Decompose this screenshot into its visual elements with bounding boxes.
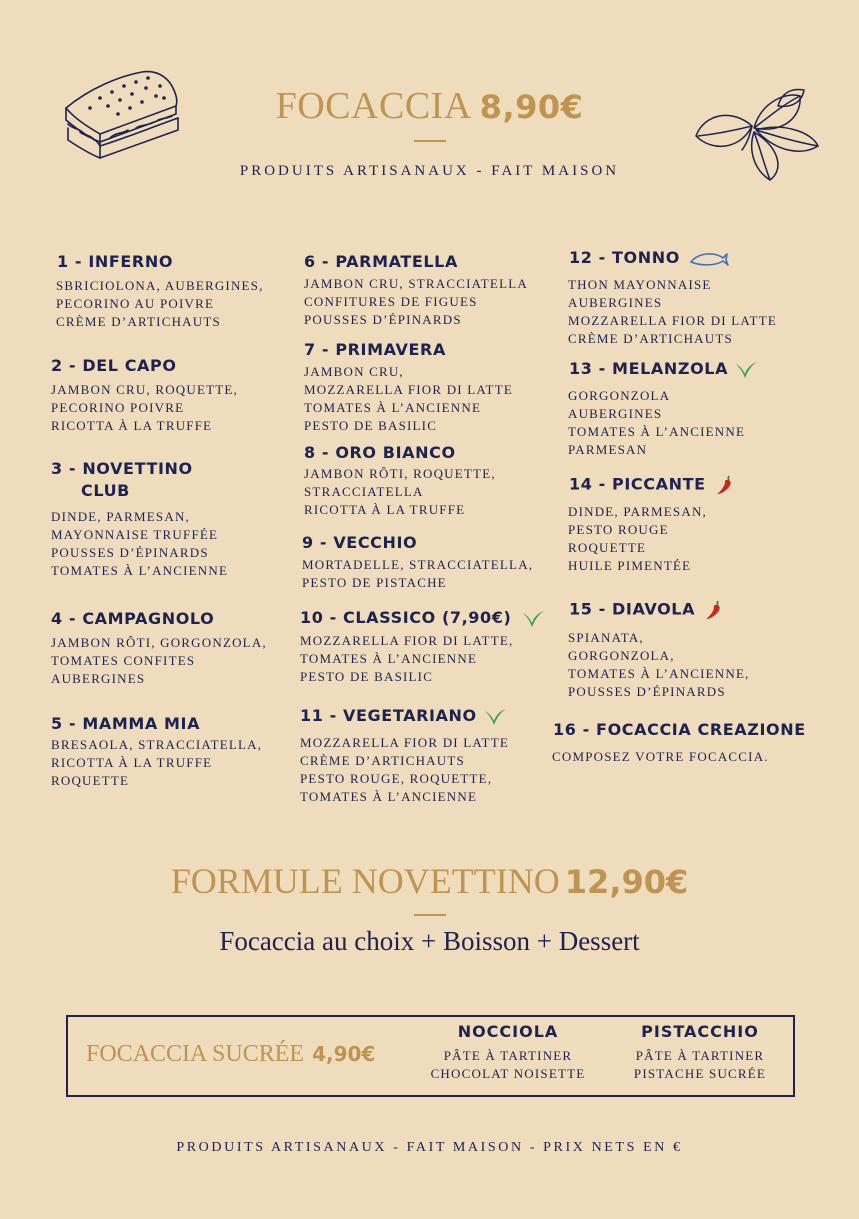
item-15-title bbox=[569, 599, 724, 621]
item-desc-line: ROQUETTE bbox=[51, 773, 130, 788]
item-9-title: 9 - VECCHIO bbox=[302, 533, 418, 552]
item-desc-line: TOMATES À L’ANCIENNE bbox=[51, 563, 229, 578]
item-desc-line: THON MAYONNAISE bbox=[568, 277, 712, 292]
item-desc-line: RICOTTA À LA TRUFFE bbox=[51, 418, 213, 433]
item-desc-line: PISTACHE SUCRÉE bbox=[633, 1066, 767, 1081]
item-desc-line: GORGONZOLA bbox=[568, 388, 671, 403]
item-desc-line: MOZZARELLA FIOR DI LATTE bbox=[300, 735, 509, 750]
item-desc-line: DINDE, PARMESAN, bbox=[51, 509, 190, 524]
item-8-title: 8 - ORO BIANCO bbox=[304, 443, 456, 462]
item-6-desc bbox=[304, 275, 528, 329]
item-desc-line: PARMESAN bbox=[568, 442, 648, 457]
chili-icon bbox=[715, 474, 735, 496]
item-5-title: 5 - MAMMA MIA bbox=[51, 714, 201, 733]
item-desc-line: PECORINO POIVRE bbox=[51, 400, 185, 415]
item-12-title-text: 12 - TONNO bbox=[569, 248, 680, 267]
item-desc-line: GORGONZOLA, bbox=[568, 648, 675, 663]
item-desc-line: ROQUETTE bbox=[568, 540, 647, 555]
title-price: 8,90€ bbox=[479, 88, 584, 126]
item-desc-line: DINDE, PARMESAN, bbox=[568, 504, 707, 519]
item-desc-line: PESTO ROUGE, ROQUETTE, bbox=[300, 771, 493, 786]
item-13-title-text: 13 - MELANZOLA bbox=[569, 359, 729, 378]
item-desc-line: PESTO ROUGE bbox=[568, 522, 669, 537]
item-16-title: 16 - FOCACCIA CREAZIONE bbox=[553, 720, 806, 739]
item-desc-line: TOMATES CONFITES bbox=[51, 653, 196, 668]
item-12-title bbox=[569, 248, 729, 268]
item-desc-line: CHOCOLAT NOISETTE bbox=[430, 1066, 586, 1081]
page-footer: PRODUITS ARTISANAUX - FAIT MAISON - PRIX NETS EN € bbox=[176, 1140, 683, 1155]
item-11-title bbox=[300, 706, 507, 727]
item-desc-line: PÂTE À TARTINER bbox=[443, 1048, 573, 1063]
item-desc-line: CRÈME D’ARTICHAUTS bbox=[568, 331, 733, 346]
item-desc-line: JAMBON CRU, STRACCIATELLA bbox=[304, 276, 528, 291]
title-text: FOCACCIA bbox=[275, 85, 470, 127]
item-desc-line: MORTADELLE, STRACCIATELLA, bbox=[302, 557, 534, 572]
item-10-title bbox=[300, 608, 545, 629]
item-desc-line: JAMBON RÔTI, ROQUETTE, bbox=[304, 466, 496, 481]
sucree-heading bbox=[86, 1041, 375, 1068]
item-10-title-text: 10 - CLASSICO (7,90€) bbox=[300, 608, 512, 627]
leaf-icon bbox=[734, 360, 758, 380]
item-desc-line: RICOTTA À LA TRUFFE bbox=[304, 502, 466, 517]
item-3-title: 3 - NOVETTINO bbox=[51, 459, 193, 478]
item-5-desc bbox=[51, 736, 262, 790]
item-desc-line: AUBERGINES bbox=[568, 406, 663, 421]
fish-icon bbox=[689, 250, 729, 268]
item-9-desc bbox=[302, 556, 533, 592]
item-desc-line: SBRICIOLONA, AUBERGINES, bbox=[56, 278, 264, 293]
item-10-desc bbox=[300, 632, 513, 686]
item-desc-line: CRÈME D’ARTICHAUTS bbox=[300, 753, 465, 768]
item-desc-line: CRÈME D’ARTICHAUTS bbox=[56, 314, 221, 329]
sucree-option-desc bbox=[418, 1047, 598, 1083]
leaf-icon bbox=[483, 707, 507, 727]
item-desc-line: TOMATES À L’ANCIENNE, bbox=[568, 666, 750, 681]
item-16-desc bbox=[552, 748, 769, 766]
item-desc-line: TOMATES À L’ANCIENNE bbox=[304, 400, 482, 415]
title-rule bbox=[414, 140, 446, 142]
leaf-icon bbox=[521, 609, 545, 629]
item-desc-line: POUSSES D’ÉPINARDS bbox=[304, 312, 462, 327]
formule-rule bbox=[414, 914, 446, 916]
item-7-title: 7 - PRIMAVERA bbox=[304, 340, 446, 359]
item-desc-line: TOMATES À L’ANCIENNE bbox=[300, 789, 478, 804]
sucree-option-pistacchio bbox=[610, 1022, 790, 1083]
formule-section bbox=[0, 860, 859, 957]
item-6-title: 6 - PARMATELLA bbox=[304, 252, 458, 271]
item-desc-line: COMPOSEZ VOTRE FOCACCIA. bbox=[552, 749, 769, 764]
sucree-label: FOCACCIA SUCRÉE bbox=[86, 1041, 305, 1067]
item-desc-line: HUILE PIMENTÉE bbox=[568, 558, 692, 573]
item-desc-line: TOMATES À L’ANCIENNE bbox=[568, 424, 746, 439]
page-title bbox=[0, 84, 859, 128]
item-12-desc bbox=[568, 276, 777, 348]
sucree-option-desc bbox=[610, 1047, 790, 1083]
item-1-title: 1 - INFERNO bbox=[57, 252, 174, 271]
page-subtitle: PRODUITS ARTISANAUX - FAIT MAISON bbox=[239, 163, 620, 179]
item-3-title-line2: CLUB bbox=[81, 481, 130, 500]
item-desc-line: MOZZARELLA FIOR DI LATTE, bbox=[300, 633, 514, 648]
item-desc-line: TOMATES À L’ANCIENNE bbox=[300, 651, 478, 666]
item-desc-line: PECORINO AU POIVRE bbox=[56, 296, 215, 311]
item-15-title-text: 15 - DIAVOLA bbox=[569, 599, 696, 619]
item-4-title: 4 - CAMPAGNOLO bbox=[51, 609, 215, 628]
page-header bbox=[0, 84, 859, 142]
item-11-desc bbox=[300, 734, 509, 806]
item-desc-line: MOZZARELLA FIOR DI LATTE bbox=[304, 382, 513, 397]
item-desc-line: AUBERGINES bbox=[51, 671, 146, 686]
item-desc-line: RICOTTA À LA TRUFFE bbox=[51, 755, 213, 770]
item-14-desc bbox=[568, 503, 707, 575]
formule-heading bbox=[0, 860, 859, 902]
item-1-desc bbox=[56, 277, 264, 331]
item-8-desc bbox=[304, 465, 496, 519]
item-desc-line: JAMBON CRU, ROQUETTE, bbox=[51, 382, 238, 397]
item-desc-line: MAYONNAISE TRUFFÉE bbox=[51, 527, 219, 542]
item-desc-line: JAMBON CRU, bbox=[304, 364, 404, 379]
item-desc-line: PÂTE À TARTINER bbox=[635, 1048, 765, 1063]
formule-title: FORMULE NOVETTINO bbox=[170, 861, 560, 901]
item-4-desc bbox=[51, 634, 267, 688]
item-desc-line: CONFITURES DE FIGUES bbox=[304, 294, 478, 309]
item-2-title: 2 - DEL CAPO bbox=[51, 356, 177, 375]
item-13-desc bbox=[568, 387, 745, 459]
item-desc-line: POUSSES D’ÉPINARDS bbox=[568, 684, 726, 699]
sucree-option-title: PISTACCHIO bbox=[641, 1022, 759, 1041]
item-desc-line: JAMBON RÔTI, GORGONZOLA, bbox=[51, 635, 267, 650]
formule-subtitle: Focaccia au choix + Boisson + Dessert bbox=[219, 926, 640, 956]
item-desc-line: MOZZARELLA FIOR DI LATTE bbox=[568, 313, 777, 328]
item-7-desc bbox=[304, 363, 513, 435]
item-15-desc bbox=[568, 629, 750, 701]
item-desc-line: POUSSES D’ÉPINARDS bbox=[51, 545, 209, 560]
item-11-title-text: 11 - VEGETARIANO bbox=[300, 706, 477, 725]
sucree-price: 4,90€ bbox=[312, 1042, 376, 1066]
item-2-desc bbox=[51, 381, 238, 435]
item-desc-line: SPIANATA, bbox=[568, 630, 644, 645]
item-desc-line: BRESAOLA, STRACCIATELLA, bbox=[51, 737, 263, 752]
formule-price: 12,90€ bbox=[564, 863, 689, 901]
sucree-option-title: NOCCIOLA bbox=[457, 1022, 559, 1041]
item-desc-line: PESTO DE BASILIC bbox=[300, 669, 434, 684]
item-14-title-text: 14 - PICCANTE bbox=[569, 474, 706, 494]
item-desc-line: PESTO DE PISTACHE bbox=[302, 575, 447, 590]
item-desc-line: PESTO DE BASILIC bbox=[304, 418, 438, 433]
item-desc-line: AUBERGINES bbox=[568, 295, 663, 310]
item-14-title bbox=[569, 474, 735, 496]
item-desc-line: STRACCIATELLA bbox=[304, 484, 424, 499]
item-3-desc bbox=[51, 508, 228, 580]
item-13-title bbox=[569, 359, 758, 380]
sucree-option-nocciola bbox=[418, 1022, 598, 1083]
chili-icon bbox=[704, 599, 724, 621]
